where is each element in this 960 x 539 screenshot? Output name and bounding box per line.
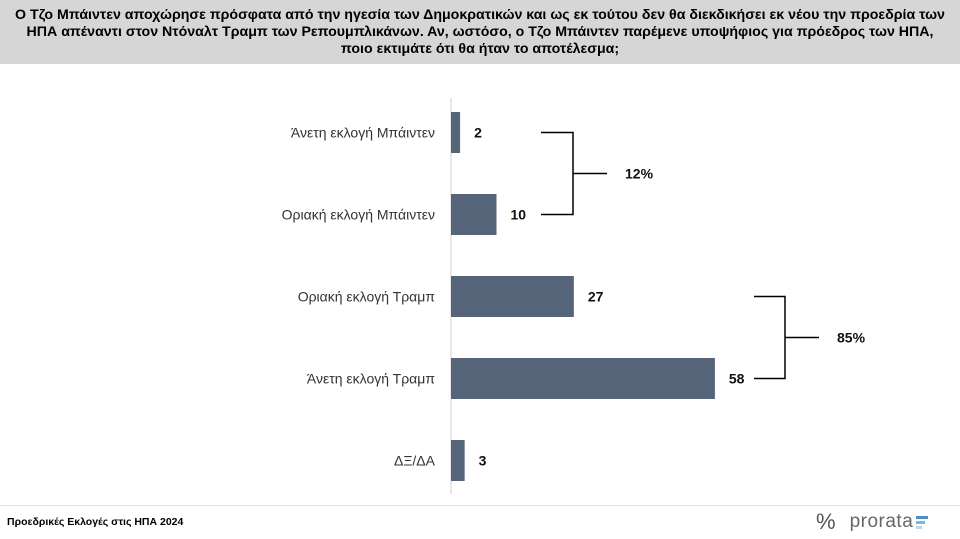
category-label-3: Άνετη εκλογή Τραμπ <box>306 370 435 387</box>
bar-0 <box>451 112 460 153</box>
group-total-0: 12% <box>625 165 654 182</box>
question-text: Ο Τζο Μπάιντεν αποχώρησε πρόσφατα από την ηγεσία των Δημοκρατικών και ως εκ τούτου δεν θα διεκδικήσει εκ νέου την προεδρία των ΗΠΑ απέναντι στον Ντόναλτ Τραμπ των Ρεπουμπλικάνων. Αν, ωστόσο, ο Τζο Μπάιντεν παρέμενε υποψήφιος για πρόεδρος των ΗΠΑ, ποιο εκτιμάτε ότι θα ήταν το αποτέλεσμα; <box>15 6 945 57</box>
bar-3 <box>451 358 715 399</box>
category-label-1: Οριακή εκλογή Μπάιντεν <box>281 206 435 223</box>
logo-text: prorata <box>849 511 914 532</box>
percent-icon: % <box>816 509 836 534</box>
bar-2 <box>451 276 574 317</box>
logo-bars-icon <box>916 516 928 529</box>
category-label-4: ΔΞ/ΔΑ <box>393 452 435 469</box>
group-bracket-1 <box>754 297 819 379</box>
group-total-1: 85% <box>837 329 866 346</box>
question-header <box>0 0 960 64</box>
footer-label: Προεδρικές Εκλογές στις ΗΠΑ 2024 <box>7 516 184 528</box>
category-label-0: Άνετη εκλογή Μπάιντεν <box>290 124 435 141</box>
footer-divider <box>0 505 960 506</box>
group-bracket-0 <box>541 133 607 215</box>
bar-4 <box>451 440 465 481</box>
value-label-2: 27 <box>587 288 604 305</box>
value-label-1: 10 <box>510 206 527 223</box>
value-label-0: 2 <box>474 124 482 141</box>
value-label-3: 58 <box>728 370 745 387</box>
value-label-4: 3 <box>478 452 487 469</box>
bar-1 <box>451 194 497 235</box>
prorata-logo <box>816 508 928 536</box>
category-label-2: Οριακή εκλογή Τραμπ <box>297 288 435 305</box>
bar-chart <box>0 64 960 504</box>
